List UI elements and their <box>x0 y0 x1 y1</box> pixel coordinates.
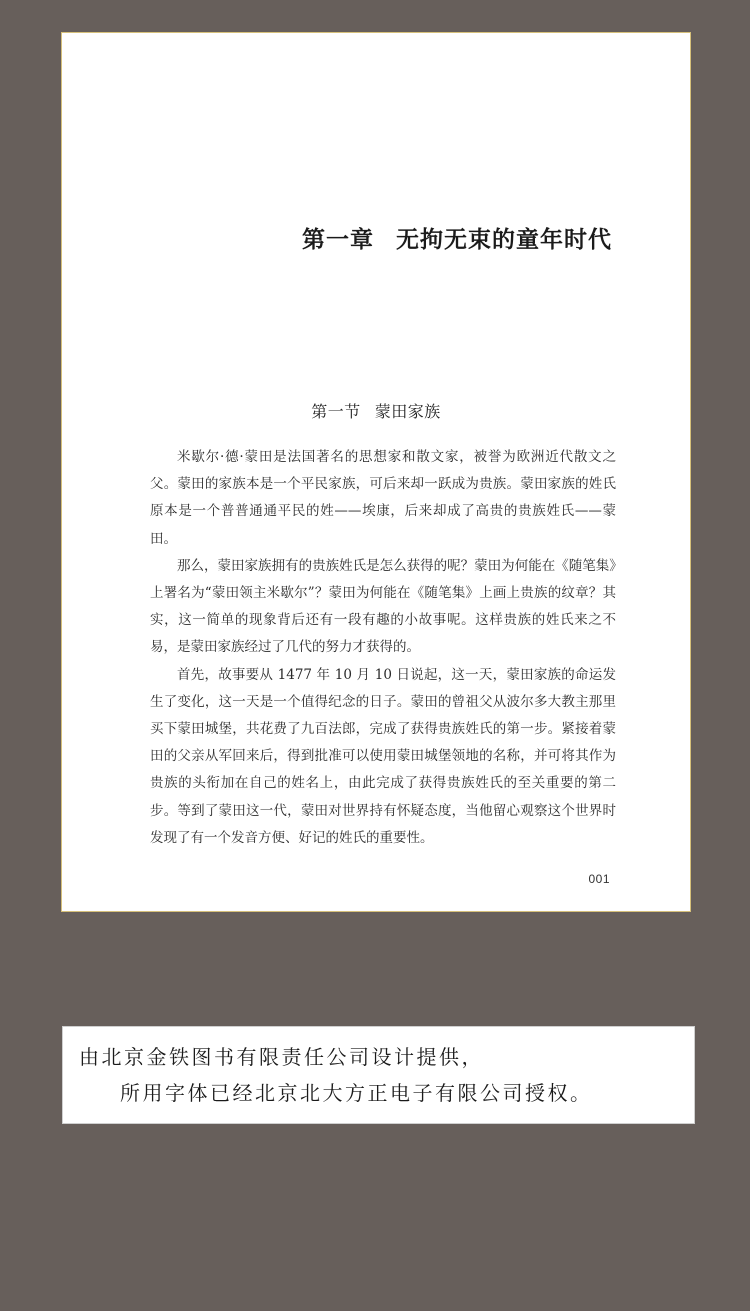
section-title: 蒙田家族 <box>374 402 441 421</box>
chapter-number: 第一章 <box>302 226 374 253</box>
page-number: 001 <box>588 872 610 886</box>
section-heading <box>62 399 690 422</box>
book-page <box>61 32 691 912</box>
credit-line-font-license: 所用字体已经北京北大方正电子有限公司授权。 <box>120 1081 593 1105</box>
paragraph: 米歇尔·德·蒙田是法国著名的思想家和散文家，被誉为欧洲近代散文之父。蒙田的家族本是一个平民家族，可后来却一跃成为贵族。蒙田家族的姓氏原本是一个普普通通平民的姓——埃康，后来却成了高贵的贵族姓氏——蒙田。 <box>150 449 616 547</box>
body-text <box>150 444 616 852</box>
credit-notice <box>62 1026 695 1124</box>
paragraph: 首先，故事要从 1477 年 10 月 10 日说起，这一天，蒙田家族的命运发生了变化，这一天是一个值得纪念的日子。蒙田的曾祖父从波尔多大教主那里买下蒙田城堡，共花费了九百法郎，完成了获得贵族姓氏的第一步。紧接着蒙田的父亲从军回来后，得到批准可以使用蒙田城堡领地的名称，并可将其作为贵族的头衔加在自己的姓名上，由此完成了获得贵族姓氏的至关重要的第二步。等到了蒙田这一代，蒙田对世界持有怀疑态度，当他留心观察这个世界时发现了有一个发音方便、好记的姓氏的重要性。 <box>150 666 616 846</box>
chapter-title: 无拘无束的童年时代 <box>396 226 612 253</box>
section-number: 第一节 <box>311 402 361 421</box>
chapter-heading <box>302 221 612 254</box>
credit-line-design: 由北京金铁图书有限责任公司设计提供， <box>79 1045 484 1069</box>
paragraph: 那么，蒙田家族拥有的贵族姓氏是怎么获得的呢？蒙田为何能在《随笔集》上署名为“蒙田领主米歇尔”？蒙田为何能在《随笔集》上画上贵族的纹章？其实，这一简单的现象背后还有一段有趣的小故事呢。这样贵族的姓氏来之不易，是蒙田家族经过了几代的努力才获得的。 <box>150 557 616 656</box>
